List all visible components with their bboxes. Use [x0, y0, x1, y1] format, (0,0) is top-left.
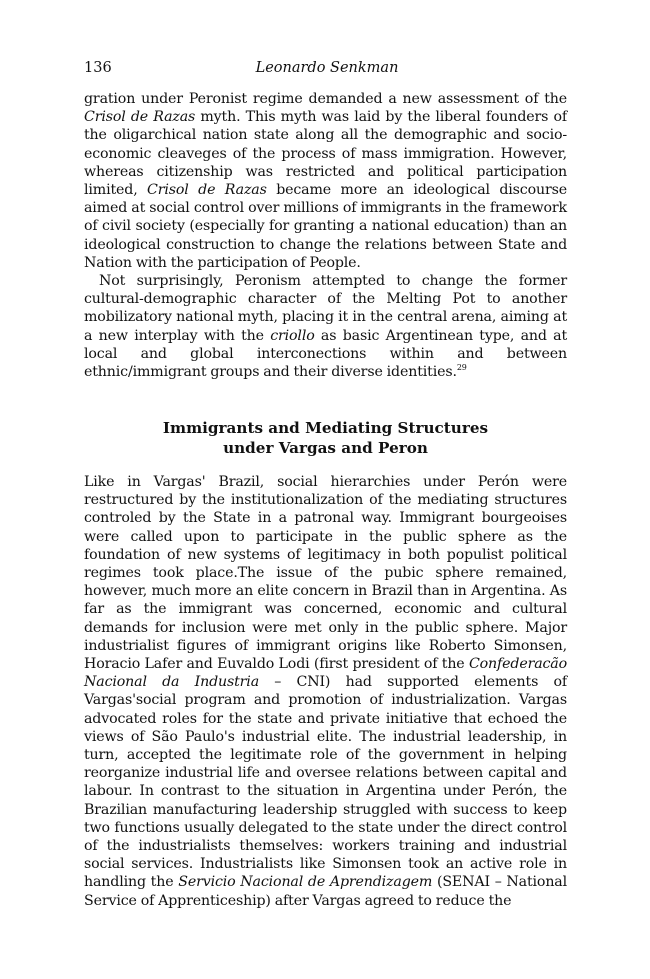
body-paragraph-2 — [84, 272, 567, 381]
section-heading-line-1: Immigrants and Mediating Structures — [162, 419, 489, 437]
italic-term: Servicio Nacional de Aprendizagem — [178, 874, 433, 891]
section-heading-line-2: under Vargas and Peron — [223, 438, 428, 457]
body-paragraph-1 — [84, 90, 567, 272]
paragraph-text: as basic Argentinean type, and at local and global interconections within and between ethnic/immigrant groups and their diverse identities. — [84, 327, 567, 381]
paragraph-text: Like in Vargas' Brazil, social hierarchies under Perón were restructured by the institutionalization of the mediating structures controled by the State in a patronal way. Immigrant bourgeoises were called upon to participate in the public sphere as the foundation of new systems of legitimacy in both populist political regimes took place.The issue of the pubic sphere remained, however, much more an elite concern in Brazil than in Argentina. As far as the immigrant was concerned, economic and cultural demands for inclusion were met only in the public sphere. Major industrialist figures of immigrant origins like Roberto Simonsen, Horacio Lafer and Euvaldo Lodi (first president of the — [84, 474, 567, 673]
paragraph-text: gration under Peronist regime demanded a new assessment of the — [84, 91, 567, 107]
section-heading — [84, 419, 567, 458]
page-number: 136 — [84, 60, 112, 76]
italic-term: Crisol de Razas — [84, 109, 196, 126]
text-block-bottom — [84, 473, 567, 910]
footnote-marker[interactable]: 29 — [456, 363, 467, 373]
paragraph-text: Not surprisingly, Peronism attempted to change the former cultural-demographic character of the Melting Pot to another mobilizatory national myth, placing it in the central arena, aiming at a new interplay with the — [84, 273, 567, 344]
italic-term: Confederacão Nacional da Industria — [84, 656, 567, 691]
text-block-top — [84, 90, 567, 381]
body-paragraph-3 — [84, 473, 567, 910]
paragraph-text: – CNI) had supported elements of Vargas'social program and promotion of industrialization. Vargas advocated roles for the state and private initiative that echoed the views of São Paulo's industrial elite. The industrial leadership, in turn, accepted the legitimate role of the government in helping reorganize industrial life and oversee relations between capital and labour. In contrast to the situation in Argentina under Perón, the Brazilian manufacturing leadership struggled with success to keep two functions usually delegated to the state under the direct control of the industrialists themselves: workers training and industrial social services. Industrialists like Simonsen took an active role in handling the — [84, 674, 567, 891]
page-header — [84, 58, 570, 78]
paragraph-text: (SENAI – National Service of Apprenticeship) after Vargas agreed to reduce the — [84, 874, 568, 909]
italic-term: Crisol de Razas — [147, 182, 267, 199]
italic-term: criollo — [270, 327, 315, 344]
running-head-author: Leonardo Senkman — [255, 60, 399, 76]
paragraph-text: myth. This myth was laid by the liberal founders of the oligarchical nation state along all the demographic and socio-economic cleaveges of the process of mass immigration. However, whereas citizenship was restricted and political participation limited, — [84, 109, 567, 199]
paragraph-text: became more an ideological discourse aimed at social control over millions of immigrants in the framework of civil society (especially for granting a national education) than an ideological construction to change the relations between State and Nation with the participation of People. — [84, 182, 567, 271]
